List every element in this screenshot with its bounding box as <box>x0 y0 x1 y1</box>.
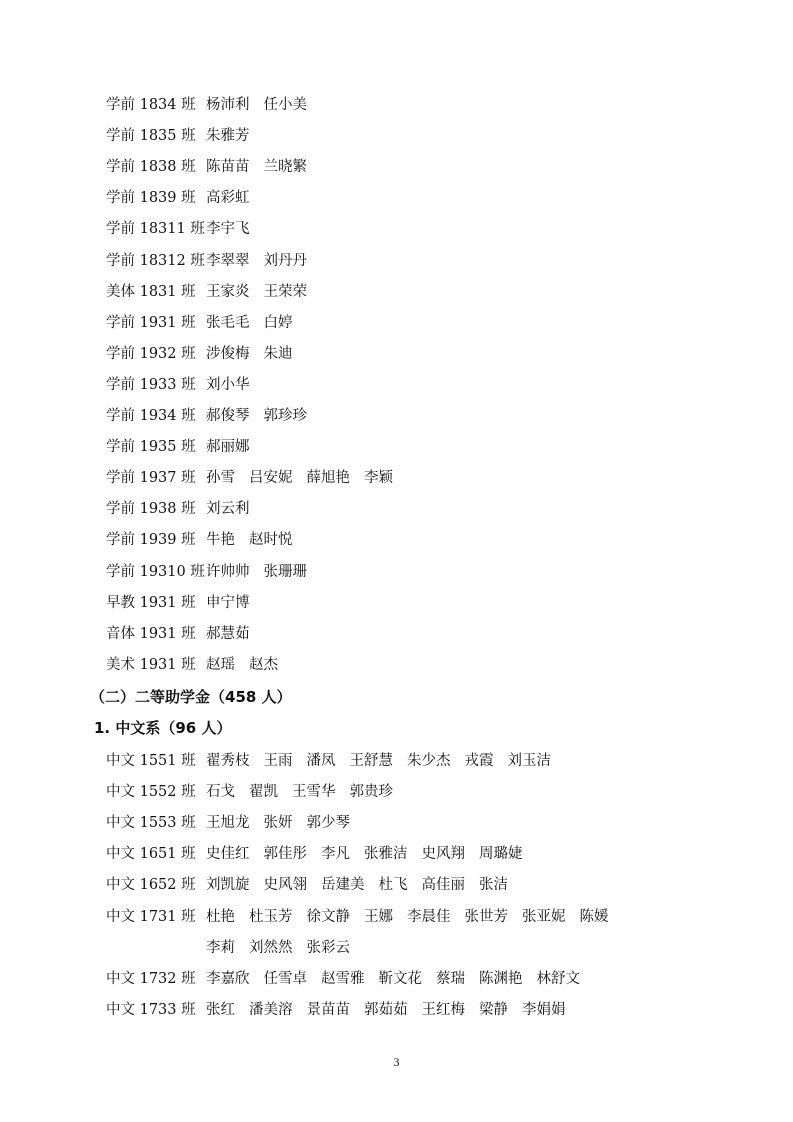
student-names <box>206 156 321 178</box>
student-name: 岳建美 <box>321 877 365 894</box>
student-name: 薛旭艳 <box>306 470 350 487</box>
class-name: 学前 1934 班 <box>106 408 196 424</box>
class-name: 学前 1938 班 <box>106 501 196 518</box>
student-name: 郭贵珍 <box>349 784 393 801</box>
class-row <box>106 874 522 896</box>
student-name: 戎霞 <box>464 753 494 769</box>
class-name: 学前 1932 班 <box>106 345 196 362</box>
student-name: 朱少杰 <box>407 753 451 769</box>
student-name: 李宇飞 <box>206 221 250 238</box>
student-names <box>206 250 321 272</box>
student-name: 张世芳 <box>464 908 508 925</box>
class-row <box>106 906 623 928</box>
student-name: 蔡瑞 <box>436 970 465 987</box>
student-name: 赵瑶 <box>206 656 235 673</box>
class-row <box>106 498 264 520</box>
class-name: 中文 1651 班 <box>106 846 196 863</box>
student-name: 涉俊梅 <box>206 345 250 362</box>
student-name: 翟凯 <box>249 784 278 801</box>
class-name: 中文 1733 班 <box>106 1001 196 1018</box>
student-names <box>206 906 623 928</box>
student-names <box>206 843 537 865</box>
class-name: 学前 1933 班 <box>106 376 196 393</box>
student-names <box>206 498 264 520</box>
class-row <box>106 968 594 990</box>
student-name: 杜飞 <box>378 877 408 894</box>
class-name: 学前 1834 班 <box>106 97 196 113</box>
student-names <box>206 623 264 645</box>
section-heading: （二）二等助学金（458 人） <box>90 688 292 706</box>
student-names <box>206 781 407 803</box>
student-name: 张红 <box>206 1001 235 1018</box>
student-names <box>206 467 407 489</box>
class-name: 学前 1939 班 <box>106 532 196 549</box>
student-name: 刘小华 <box>206 376 250 393</box>
student-name: 张雅洁 <box>364 846 408 863</box>
student-name: 王红梅 <box>421 1001 465 1018</box>
student-names <box>206 999 580 1021</box>
student-name: 林舒文 <box>536 970 580 987</box>
student-name: 孙雪 <box>206 470 235 487</box>
student-name: 任小美 <box>263 97 307 113</box>
student-names <box>206 561 321 583</box>
student-name: 郝慧茹 <box>206 625 250 642</box>
student-name: 史风翎 <box>263 877 307 894</box>
class-name: 学前 1839 班 <box>106 190 196 207</box>
student-names <box>206 436 264 458</box>
student-name: 申宁博 <box>206 594 250 611</box>
student-name: 王雨 <box>263 753 293 769</box>
class-name: 中文 1552 班 <box>106 784 196 801</box>
student-name: 刘玉洁 <box>507 753 551 769</box>
student-name: 王荣荣 <box>263 283 307 300</box>
student-names <box>206 312 307 334</box>
student-names <box>206 592 264 614</box>
student-name: 景苗苗 <box>306 1001 350 1018</box>
student-name: 陈苗苗 <box>206 159 250 176</box>
class-row <box>106 654 292 676</box>
student-name: 王舒慧 <box>349 753 393 769</box>
student-name: 张亚妮 <box>522 908 566 925</box>
class-row <box>106 187 264 209</box>
class-row <box>106 812 364 834</box>
class-row <box>106 623 264 645</box>
class-row <box>106 436 264 458</box>
student-name: 李翠翠 <box>206 252 250 269</box>
class-name: 学前 18311 班 <box>106 221 205 238</box>
class-name: 学前 1835 班 <box>106 128 196 145</box>
class-row <box>106 999 580 1021</box>
student-name: 张毛毛 <box>206 314 250 331</box>
class-name: 中文 1732 班 <box>106 970 196 987</box>
class-name: 美术 1931 班 <box>106 656 196 673</box>
class-name: 学前 1935 班 <box>106 439 196 456</box>
student-names <box>206 343 307 365</box>
class-row <box>106 281 321 303</box>
student-name: 杜玉芳 <box>249 908 293 925</box>
class-row <box>106 218 264 240</box>
student-name: 杜艳 <box>206 908 235 925</box>
page-number: 3 <box>393 1055 400 1069</box>
student-names <box>206 405 321 427</box>
student-names <box>206 874 522 896</box>
class-row <box>106 843 537 865</box>
student-name: 刘然然 <box>249 939 293 956</box>
student-name: 王家炎 <box>206 283 250 300</box>
class-row <box>106 125 264 147</box>
student-name: 白婷 <box>263 314 293 331</box>
class-row <box>106 343 307 365</box>
student-name: 王娜 <box>364 908 393 925</box>
student-name: 潘凤 <box>306 753 336 769</box>
student-name: 张妍 <box>263 815 293 832</box>
class-name: 中文 1551 班 <box>106 753 196 769</box>
student-name: 王雪华 <box>292 784 336 801</box>
class-name: 早教 1931 班 <box>106 594 196 611</box>
class-row <box>106 781 407 803</box>
student-name: 赵杰 <box>249 656 278 673</box>
class-name: 学前 19310 班 <box>106 563 205 580</box>
student-name: 郭佳彤 <box>263 846 307 863</box>
student-name: 张彩云 <box>306 939 350 956</box>
student-name: 朱雅芳 <box>206 128 250 145</box>
class-row <box>106 529 307 551</box>
student-name: 吕安妮 <box>249 470 293 487</box>
class-row <box>106 561 321 583</box>
student-name: 李嘉欣 <box>206 970 250 987</box>
student-names <box>206 750 565 772</box>
student-name: 梁静 <box>479 1001 508 1018</box>
student-name: 李娟娟 <box>522 1001 566 1018</box>
student-names <box>206 968 594 990</box>
class-row <box>206 937 364 959</box>
student-name: 郝丽娜 <box>206 439 250 456</box>
student-names <box>206 529 307 551</box>
student-name: 郝俊琴 <box>206 408 250 424</box>
class-row <box>106 156 321 178</box>
student-names <box>206 94 321 116</box>
class-row <box>106 250 321 272</box>
student-name: 李莉 <box>206 939 235 956</box>
student-name: 陈渊艳 <box>479 970 523 987</box>
student-names <box>206 187 264 209</box>
student-name: 高彩虹 <box>206 190 250 207</box>
class-name: 学前 1937 班 <box>106 470 196 487</box>
student-name: 赵时悦 <box>249 532 293 549</box>
class-name: 中文 1553 班 <box>106 815 196 832</box>
student-name: 潘美溶 <box>249 1001 293 1018</box>
student-name: 王旭龙 <box>206 815 250 832</box>
class-row <box>106 592 264 614</box>
student-name: 刘云利 <box>206 501 250 518</box>
student-name: 靳文花 <box>378 970 422 987</box>
class-row <box>106 312 307 334</box>
student-name: 赵雪雅 <box>321 970 365 987</box>
class-row <box>106 750 565 772</box>
student-name: 高佳丽 <box>421 877 465 894</box>
class-row <box>106 94 321 116</box>
student-names <box>206 281 321 303</box>
student-names <box>206 125 264 147</box>
class-name: 音体 1931 班 <box>106 625 196 642</box>
student-name: 史佳红 <box>206 846 250 863</box>
student-names <box>206 218 264 240</box>
student-name: 杨沛利 <box>206 97 250 113</box>
class-name: 学前 1838 班 <box>106 159 196 176</box>
student-name: 牛艳 <box>206 532 235 549</box>
student-name: 任雪卓 <box>263 970 307 987</box>
class-name: 美体 1831 班 <box>106 283 196 300</box>
student-name: 郭茹茹 <box>364 1001 408 1018</box>
class-row <box>106 467 407 489</box>
class-row <box>106 405 321 427</box>
student-name: 许帅帅 <box>206 563 250 580</box>
student-name: 李颖 <box>364 470 393 487</box>
student-name: 刘凯旋 <box>206 877 250 894</box>
class-row <box>106 374 264 396</box>
student-names <box>206 654 292 676</box>
student-name: 史风翔 <box>421 846 465 863</box>
student-name: 李凡 <box>321 846 350 863</box>
student-name: 周璐婕 <box>479 846 523 863</box>
student-name: 刘丹丹 <box>263 252 307 269</box>
class-name: 学前 1931 班 <box>106 314 196 331</box>
student-name: 徐文静 <box>306 908 350 925</box>
student-name: 陈媛 <box>579 908 609 925</box>
student-name: 兰晓繁 <box>263 159 307 176</box>
student-name: 张洁 <box>479 877 508 894</box>
student-name: 李晨佳 <box>407 908 451 925</box>
student-name: 张珊珊 <box>263 563 307 580</box>
student-name: 朱迪 <box>263 345 293 362</box>
student-name: 郭少琴 <box>306 815 350 832</box>
class-name: 中文 1731 班 <box>106 908 196 925</box>
department-heading: 1. 中文系（96 人） <box>94 719 232 737</box>
class-name: 中文 1652 班 <box>106 877 196 894</box>
student-name: 翟秀枝 <box>206 753 250 769</box>
student-names <box>206 374 264 396</box>
class-name: 学前 18312 班 <box>106 252 205 269</box>
student-names <box>206 812 364 834</box>
student-name: 郭珍珍 <box>263 408 307 424</box>
student-name: 石戈 <box>206 784 235 801</box>
